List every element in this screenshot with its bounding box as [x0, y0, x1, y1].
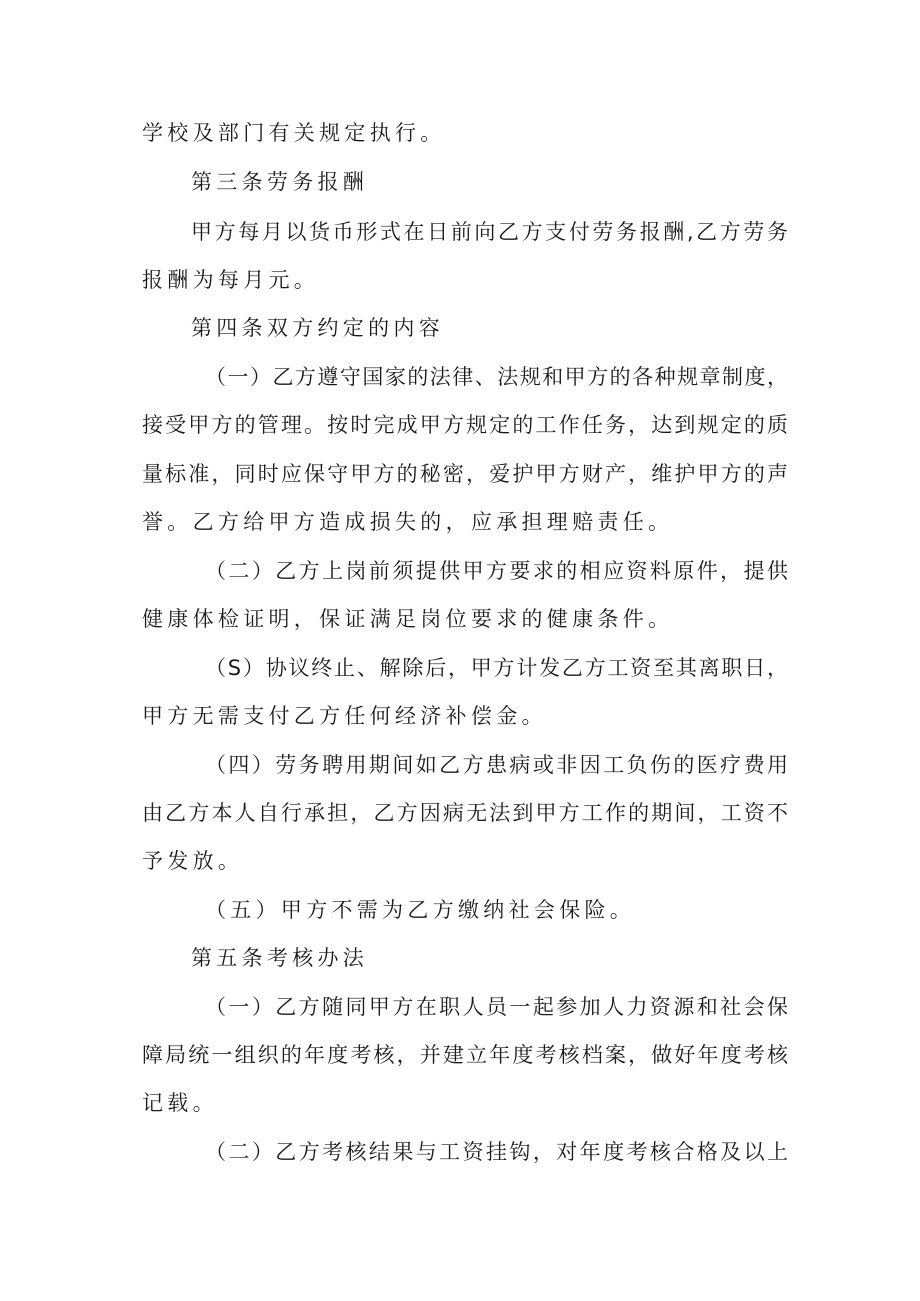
text-line-6: （一）乙方遵守国家的法律、法规和甲方的各种规章制度， — [205, 365, 788, 389]
text-line-9: 誉。乙方给甲方造成损失的，应承担理赔责任。 — [142, 510, 674, 534]
text-line-17: （五）甲方不需为乙方缴纳社会保险。 — [205, 898, 636, 922]
text-line-3: 甲方每月以货币形式在日前向乙方支付劳务报酬,乙方劳务 — [191, 220, 788, 244]
text-line-7: 接受甲方的管理。按时完成甲方规定的工作任务，达到规定的质 — [142, 413, 788, 437]
text-line-20: 障局统一组织的年度考核，并建立年度考核档案，做好年度考核 — [142, 1043, 788, 1067]
text-line-4: 报酬为每月元。 — [142, 268, 320, 292]
text-line-11: 健康体检证明，保证满足岗位要求的健康条件。 — [142, 607, 674, 631]
article-5-heading: 第五条考核办法 — [191, 946, 369, 970]
article-3-heading: 第三条劳务报酬 — [191, 170, 369, 194]
text-line-8: 量标准，同时应保守甲方的秘密，爱护甲方财产，维护甲方的声 — [142, 462, 788, 486]
text-line-12: （S）协议终止、解除后，甲方计发乙方工资至其离职日， — [205, 656, 788, 680]
text-line-14: （四）劳务聘用期间如乙方患病或非因工负伤的医疗费用 — [205, 753, 788, 777]
text-line-22: （二）乙方考核结果与工资挂钩，对年度考核合格及以上 — [205, 1140, 788, 1164]
text-line-16: 予发放。 — [142, 849, 244, 873]
text-line-10: （二）乙方上岗前须提供甲方要求的相应资料原件，提供 — [205, 559, 788, 583]
text-line-21: 记载。 — [142, 1091, 218, 1115]
text-line-13: 甲方无需支付乙方任何经济补偿金。 — [142, 704, 547, 728]
text-line-15: 由乙方本人自行承担，乙方因病无法到甲方工作的期间，工资不 — [142, 801, 788, 825]
text-line-1: 学校及部门有关规定执行。 — [142, 121, 446, 145]
text-line-19: （一）乙方随同甲方在职人员一起参加人力资源和社会保 — [205, 995, 788, 1019]
article-4-heading: 第四条双方约定的内容 — [191, 316, 444, 340]
